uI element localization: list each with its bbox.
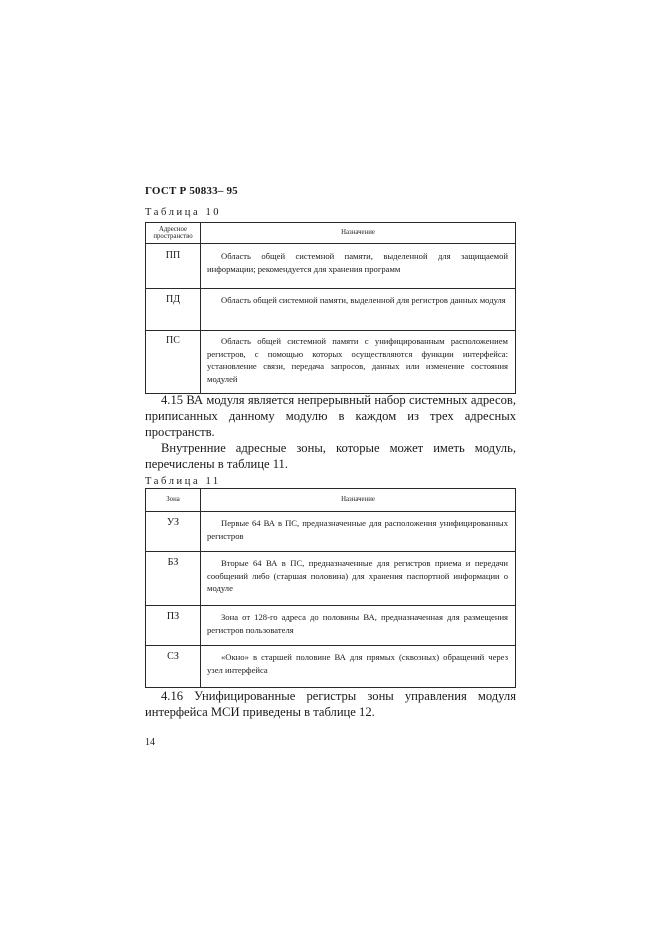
- table-header-row: [146, 223, 516, 244]
- paragraph-4-16: 4.16 Унифицированные регистры зоны управления модуля интерфейса МСИ приведены в таблице 12.: [145, 689, 516, 719]
- row-description: Вторые 64 ВА в ПС, предназначенные для регистров приема и передачи сообщений либо (старшая половина) для хранения паспортной информации о модуле: [201, 552, 516, 606]
- table-row: [146, 244, 516, 289]
- table-11-caption: Таблица 11: [145, 476, 221, 487]
- table-row: [146, 512, 516, 552]
- row-code: ПД: [146, 289, 201, 331]
- row-code: УЗ: [146, 512, 201, 552]
- row-code: ПЗ: [146, 606, 201, 646]
- table-row: [146, 331, 516, 394]
- row-description: Область общей системной памяти, выделенной для защищаемой информации; рекомендуется для хранения программ: [201, 244, 516, 289]
- table-10: [145, 222, 516, 394]
- table-10-caption: Таблица 10: [145, 207, 222, 218]
- paragraph-zones: Внутренние адресные зоны, которые может иметь модуль, перечислены в таблице 11.: [145, 441, 516, 471]
- table-11: [145, 488, 516, 688]
- table-row: [146, 552, 516, 606]
- table-header-row: [146, 489, 516, 512]
- table-row: [146, 606, 516, 646]
- table-row: [146, 289, 516, 331]
- column-header-address-space: Адресное пространство: [146, 223, 201, 244]
- paragraph-4-15: 4.15 ВА модуля является непрерывный набор системных адресов, приписанных данному модулю в каждом из трех адресных пространств.: [145, 393, 516, 439]
- row-description: Область общей системной памяти, выделенной для регистров данных модуля: [201, 289, 516, 331]
- table-row: [146, 646, 516, 688]
- column-header-purpose: Назначение: [201, 489, 516, 512]
- row-code: ПС: [146, 331, 201, 394]
- row-code: СЗ: [146, 646, 201, 688]
- row-description: Область общей системной памяти с унифицированным расположением регистров, с помощью которых осуществляются функции интерфейса: установление связи, передача запросов, данных или изменение состояния модулей: [201, 331, 516, 394]
- row-description: Зона от 128-го адреса до половины ВА, предназначенная для размещения регистров пользователя: [201, 606, 516, 646]
- column-header-zone: Зона: [146, 489, 201, 512]
- row-description: «Окно» в старшей половине ВА для прямых (сквозных) обращений через узел интерфейса: [201, 646, 516, 688]
- row-code: БЗ: [146, 552, 201, 606]
- row-code: ПП: [146, 244, 201, 289]
- row-description: Первые 64 ВА в ПС, предназначенные для расположения унифицированных регистров: [201, 512, 516, 552]
- page-number: 14: [145, 737, 155, 748]
- column-header-purpose: Назначение: [201, 223, 516, 244]
- document-code: ГОСТ Р 50833– 95: [145, 185, 238, 197]
